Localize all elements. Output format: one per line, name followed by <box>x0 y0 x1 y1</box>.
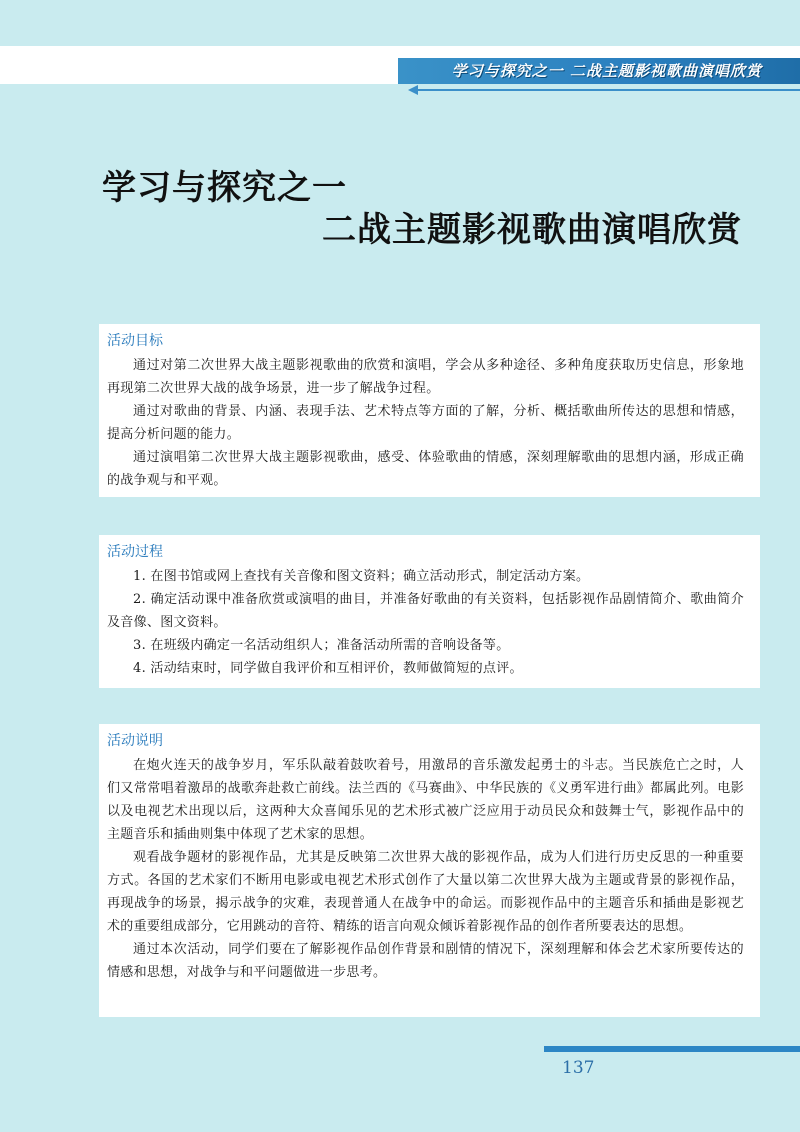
page-title-line2: 二战主题影视歌曲演唱欣赏 <box>322 210 742 250</box>
footer-bar <box>544 1046 800 1052</box>
process-panel <box>99 535 760 688</box>
process-item: 2. 确定活动课中准备欣赏或演唱的曲目，并准备好歌曲的有关资料，包括影视作品剧情简介、歌曲简介及音像、图文资料。 <box>107 592 744 630</box>
goals-paragraph: 通过对歌曲的背景、内涵、表现手法、艺术特点等方面的了解，分析、概括歌曲所传达的思想和情感，提高分析问题的能力。 <box>107 404 744 442</box>
notes-paragraph: 通过本次活动，同学们要在了解影视作品创作背景和剧情的情况下，深刻理解和体会艺术家所要传达的情感和思想，对战争与和平问题做进一步思考。 <box>107 942 744 980</box>
process-item: 3. 在班级内确定一名活动组织人；准备活动所需的音响设备等。 <box>133 638 510 653</box>
notes-heading: 活动说明 <box>107 733 163 749</box>
process-list <box>107 565 744 680</box>
running-title: 学习与探究之一 二战主题影视歌曲演唱欣赏 <box>451 62 762 80</box>
process-item: 4. 活动结束时，同学做自我评价和互相评价，教师做简短的点评。 <box>133 661 523 676</box>
notes-panel <box>99 724 760 1017</box>
goals-panel <box>99 324 760 497</box>
process-item: 1. 在图书馆或网上查找有关音像和图文资料；确立活动形式，制定活动方案。 <box>133 569 590 584</box>
notes-paragraph: 观看战争题材的影视作品，尤其是反映第二次世界大战的影视作品，成为人们进行历史反思的一种重要方式。各国的艺术家们不断用电影或电视艺术形式创作了大量以第二次世界大战为主题或背景的影视作品，再现战争的场景，揭示战争的灾难，表现普通人在战争中的命运。而影视作品中的主题音乐和插曲是影视艺术的重要组成部分，它用跳动的音符、精练的语言向观众倾诉着影视作品的创作者所要表达的思想。 <box>107 850 744 934</box>
page-title-line1: 学习与探究之一 <box>102 168 347 208</box>
process-heading: 活动过程 <box>107 544 163 560</box>
goals-paragraph: 通过演唱第二次世界大战主题影视歌曲，感受、体验歌曲的情感，深刻理解歌曲的思想内涵，形成正确的战争观与和平观。 <box>107 450 744 488</box>
goals-paragraph: 通过对第二次世界大战主题影视歌曲的欣赏和演唱，学会从多种途径、多种角度获取历史信息，形象地再现第二次世界大战的战争场景，进一步了解战争过程。 <box>107 358 744 396</box>
goals-heading: 活动目标 <box>107 333 163 349</box>
page-number: 137 <box>562 1058 595 1078</box>
header-rule <box>416 89 800 91</box>
notes-paragraph: 在炮火连天的战争岁月，军乐队敲着鼓吹着号，用激昂的音乐激发起勇士的斗志。当民族危亡之时，人们又常常唱着激昂的战歌奔赴救亡前线。法兰西的《马赛曲》、中华民族的《义勇军进行曲》都属此列。电影以及电视艺术出现以后，这两种大众喜闻乐见的艺术形式被广泛应用于动员民众和鼓舞士气，影视作品中的主题音乐和插曲则集中体现了艺术家的思想。 <box>107 758 744 842</box>
